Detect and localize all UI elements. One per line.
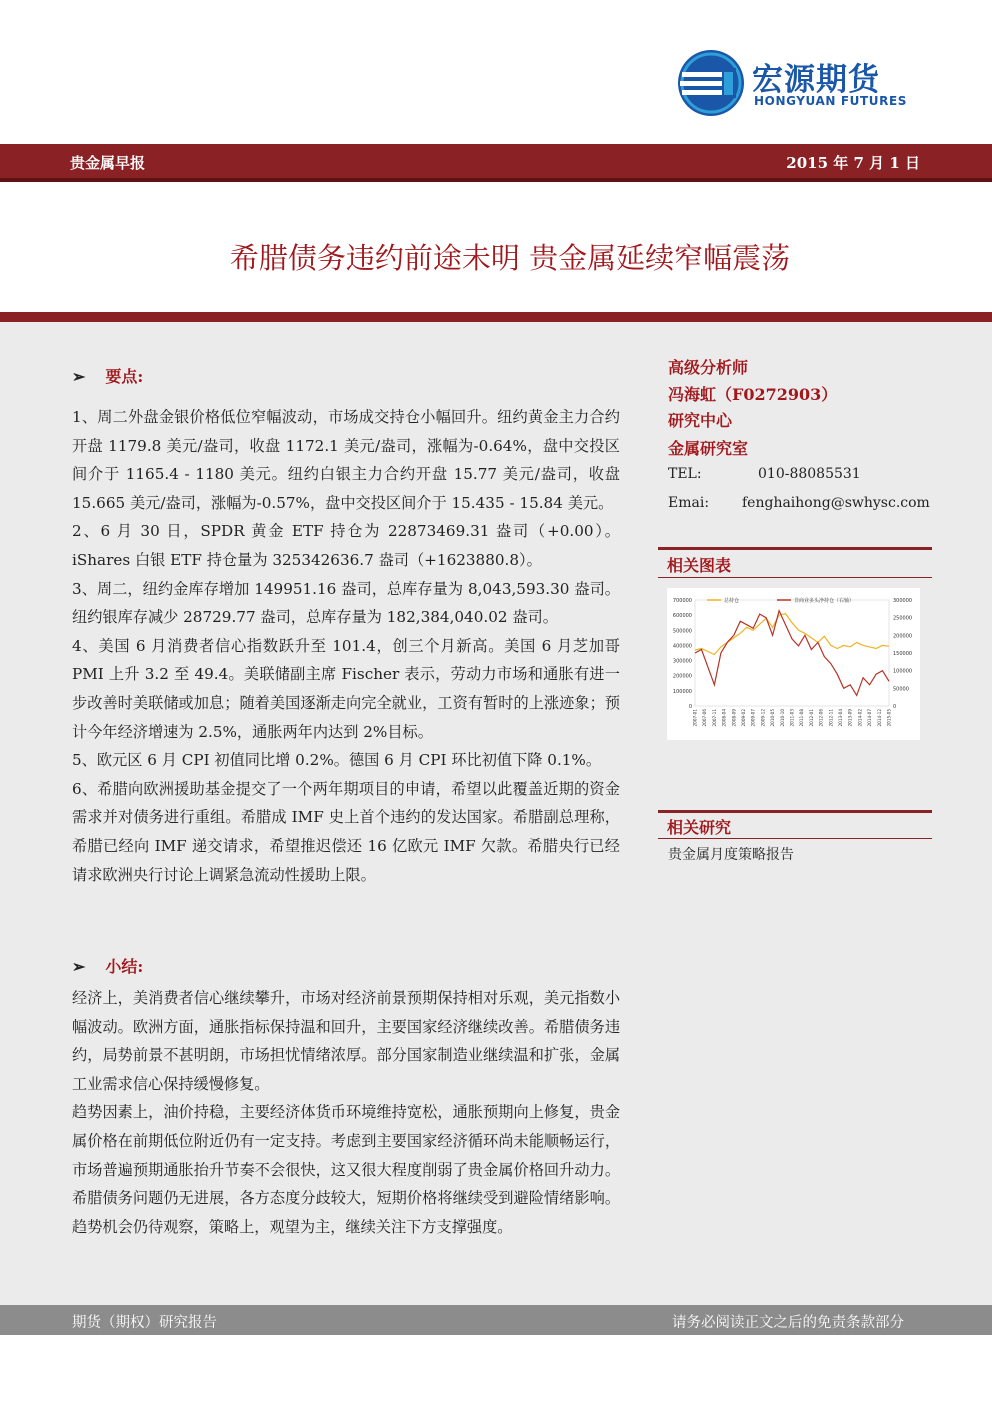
x-tick-label: 2007-01 [692, 709, 698, 727]
related-research-title: 相关研究 [667, 818, 732, 837]
analyst-role: 高级分析师 [668, 358, 749, 377]
brand-name-en: HONGYUAN FUTURES [754, 94, 907, 108]
section-rule [658, 810, 932, 813]
x-tick-label: 2012-01 [808, 709, 814, 727]
y-right-tick-label: 50000 [893, 686, 909, 693]
page-footer [0, 1305, 992, 1335]
x-tick-label: 2010-10 [779, 709, 785, 727]
y-left-tick-label: 700000 [672, 598, 692, 604]
hongyuan-logo-mark-icon [676, 48, 746, 118]
section-rule [658, 577, 932, 578]
email-label: Emai: [668, 495, 710, 511]
email-link[interactable]: fenghaihong@swhysc.com [742, 495, 930, 511]
key-point-item: 1、周二外盘金银价格低位窄幅波动，市场成交持仓小幅回升。纽约黄金主力合约开盘 1179.8 美元/盎司，收盘 1172.1 美元/盎司，涨幅为-0.64%，盘中交投区间介于 1165.4 - 1180 美元。纽约白银主力合约开盘 15.77 美元/盎司，收盘 15.665 美元/盎司，涨幅为-0.57%，盘中交投区间介于 15.435 - 15.84 美元。 [72, 408, 620, 512]
x-tick-label: 2011-03 [789, 709, 795, 727]
legend-label: 非商业多头净持仓（右轴） [794, 598, 855, 604]
y-right-tick-label: 150000 [893, 651, 913, 657]
y-left-tick-label: 500000 [672, 628, 692, 635]
summary-heading: ➢ 小结: [72, 957, 144, 976]
x-tick-label: 2010-05 [770, 709, 776, 727]
section-rule [658, 547, 932, 550]
bullet-arrow-icon: ➢ [72, 957, 86, 976]
x-tick-label: 2012-06 [818, 709, 824, 727]
x-tick-label: 2013-09 [847, 709, 853, 727]
x-tick-label: 2007-06 [702, 709, 708, 727]
y-right-tick-label: 250000 [893, 615, 913, 622]
brand-logo [676, 48, 921, 118]
key-point-item: 3、周二，纽约金库存增加 149951.16 盎司，总库存量为 8,043,593.30 盎司。纽约银库存减少 28729.77 盎司，总库存量为 182,384,040.02 盎司。 [72, 579, 620, 627]
brand-name-cn: 宏源期货 [752, 62, 880, 98]
x-tick-label: 2015-05 [886, 709, 892, 727]
x-tick-label: 2007-11 [711, 709, 717, 727]
tel-value: 010-88085531 [758, 466, 861, 482]
key-point-item: 5、欧元区 6 月 CPI 初值同比增 0.2%。德国 6 月 CPI 环比初值下降 0.1%。 [72, 751, 602, 770]
plot-area [695, 600, 889, 706]
key-point-item: 4、美国 6 月消费者信心指数跃升至 101.4，创三个月新高。美国 6 月芝加哥 PMI 上升 3.2 至 49.4。美联储副主席 Fischer 表示，劳动力市场和通胀有进一步改善时美联储或加息；随着美国逐渐走向完全就业，工资有暂时的上涨迹象；预计今年经济增速为 2.5%，通胀两年内达到 2%目标。 [72, 636, 620, 741]
analyst-subdept: 金属研究室 [668, 439, 749, 458]
analyst-dept: 研究中心 [668, 411, 733, 430]
y-left-tick-label: 300000 [672, 658, 692, 665]
related-research-item[interactable]: 贵金属月度策略报告 [668, 847, 794, 863]
y-right-tick-label: 200000 [893, 633, 913, 640]
key-points-heading: ➢ 要点: [72, 367, 144, 386]
y-left-tick-label: 0 [688, 704, 692, 710]
key-point-item: 2、6 月 30 日，SPDR 黄金 ETF 持仓为 22873469.31 盎司（+0.00）。iShares 白银 ETF 持仓量为 325342636.7 盎司（+1623880.8）。 [72, 522, 620, 569]
tel-label: TEL: [668, 466, 702, 482]
footer-report-type: 期货（期权）研究报告 [72, 1315, 217, 1331]
y-left-tick-label: 200000 [672, 673, 692, 680]
report-type: 贵金属早报 [70, 154, 146, 172]
x-tick-label: 2009-02 [741, 709, 746, 727]
analyst-name: 冯海虹（F0272903） [668, 385, 838, 404]
holdings-chart-svg [667, 588, 920, 740]
key-point-item: 6、希腊向欧洲援助基金提交了一个两年期项目的申请，希望以此覆盖近期的资金需求并对债务进行重组。希腊成 IMF 史上首个违约的发达国家。希腊副总理称，希腊已经向 IMF 递交请求，希望推迟偿还 16 亿欧元 IMF 欠款。希腊央行已经请求欧洲央行讨论上调紧急流动性援助上限。 [72, 779, 620, 884]
y-right-tick-label: 100000 [893, 668, 913, 675]
bullet-arrow-icon: ➢ [72, 367, 86, 386]
summary-paragraph: 趋势因素上，油价持稳，主要经济体货币环境维持宽松，通胀预期向上修复，贵金属价格在前期低位附近仍有一定支持。考虑到主要国家经济循环尚未能顺畅运行，市场普遍预期通胀抬升节奏不会很快，这又很大程度削弱了贵金属价格回升动力。希腊债务问题仍无进展，各方态度分歧较大，短期价格将继续受到避险情绪影响。趋势机会仍待观察，策略上，观望为主，继续关注下方支撑强度。 [72, 1103, 620, 1236]
x-tick-label: 2014-07 [867, 709, 873, 727]
x-tick-label: 2009-07 [750, 709, 756, 727]
y-left-tick-label: 400000 [672, 643, 692, 650]
key-points-list [72, 403, 620, 889]
x-tick-label: 2008-09 [731, 709, 737, 727]
y-left-tick-label: 600000 [672, 613, 692, 620]
x-tick-label: 2014-02 [857, 709, 863, 727]
report-date: 2015 年 7 月 1 日 [786, 154, 920, 172]
report-title: 希腊债务违约前途未明 贵金属延续窄幅震荡 [229, 241, 791, 275]
report-header-band [0, 144, 992, 182]
title-divider [0, 312, 992, 322]
y-right-tick-label: 300000 [893, 598, 913, 604]
x-tick-label: 2009-12 [760, 709, 766, 727]
footer-disclaimer: 请务必阅读正文之后的免责条款部分 [672, 1315, 904, 1331]
holdings-chart [667, 588, 920, 740]
summary-list [72, 984, 620, 1241]
x-tick-label: 2014-12 [876, 709, 882, 727]
x-tick-label: 2008-04 [721, 709, 727, 727]
x-tick-label: 2011-08 [799, 709, 805, 727]
section-rule [658, 838, 932, 839]
summary-paragraph: 经济上，美消费者信心继续攀升，市场对经济前景预期保持相对乐观，美元指数小幅波动。欧洲方面，通胀指标保持温和回升，主要国家经济继续改善。希腊债务违约，局势前景不甚明朗，市场担忧情绪浓厚。部分国家制造业继续温和扩张，金属工业需求信心保持缓慢修复。 [72, 989, 620, 1093]
y-right-tick-label: 0 [893, 704, 897, 710]
legend-label: 总持仓 [724, 598, 740, 604]
x-tick-label: 2013-04 [838, 709, 843, 727]
y-left-tick-label: 100000 [672, 688, 692, 695]
related-charts-title: 相关图表 [667, 556, 732, 575]
x-tick-label: 2012-11 [828, 709, 834, 727]
